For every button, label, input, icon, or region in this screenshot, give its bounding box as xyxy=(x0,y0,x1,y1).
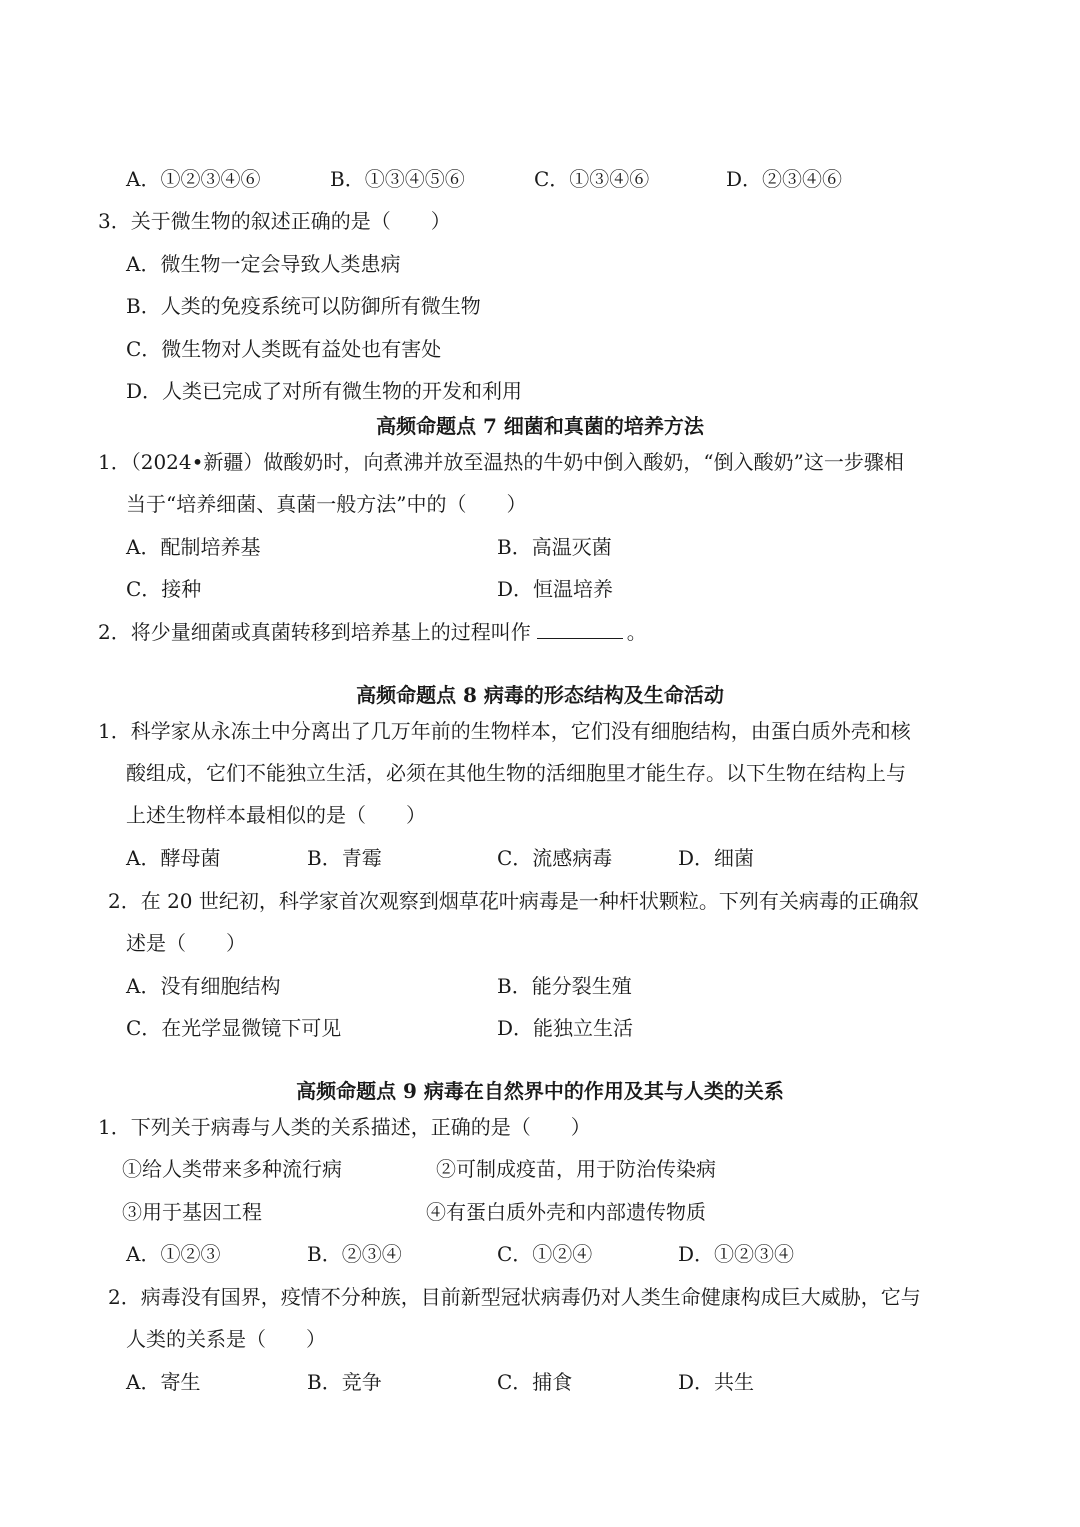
question-stem: 2．将少量细菌或真菌转移到培养基上的过程叫作 xyxy=(98,620,531,644)
option-c: C．捕食 xyxy=(497,1370,573,1394)
question-stem: 2．在 20 世纪初，科学家首次观察到烟草花叶病毒是一种杆状颗粒。下列有关病毒的正确叙 xyxy=(108,889,919,913)
option-c: C．①③④⑥ xyxy=(534,167,650,191)
section-heading: 高频命题点 8 病毒的形态结构及生命活动 xyxy=(356,683,724,707)
question-stem-continued: 人类的关系是（ ） xyxy=(126,1327,326,1351)
answer-blank[interactable] xyxy=(537,618,623,639)
option-a: A．①②③④⑥ xyxy=(126,167,261,191)
statement-4: ④有蛋白质外壳和内部遗传物质 xyxy=(426,1200,706,1224)
question-stem-continued: 述是（ ） xyxy=(126,931,246,955)
question-stem: 2．病毒没有国界，疫情不分种族，目前新型冠状病毒仍对人类生命健康构成巨大威胁，它与 xyxy=(108,1285,921,1309)
option-a: A．①②③ xyxy=(126,1242,221,1266)
question-stem-continued: 酸组成，它们不能独立生活，必须在其他生物的活细胞里才能生存。以下生物在结构上与 xyxy=(126,761,906,785)
question-stem: 1．下列关于病毒与人类的关系描述，正确的是（ ） xyxy=(98,1115,591,1139)
option-d: D．共生 xyxy=(678,1370,755,1394)
section-heading: 高频命题点 7 细菌和真菌的培养方法 xyxy=(376,414,704,438)
question-stem: 3．关于微生物的叙述正确的是（ ） xyxy=(98,209,451,233)
option-a: A．酵母菌 xyxy=(126,846,221,870)
option-b: B．能分裂生殖 xyxy=(497,974,632,998)
question-stem: 1．（2024•新疆）做酸奶时，向煮沸并放至温热的牛奶中倒入酸奶，“倒入酸奶”这一步骤相 xyxy=(98,450,904,474)
option-d: D．能独立生活 xyxy=(497,1016,634,1040)
section-heading: 高频命题点 9 病毒在自然界中的作用及其与人类的关系 xyxy=(296,1079,784,1103)
option-d: D．②③④⑥ xyxy=(726,167,843,191)
option-b: B．竞争 xyxy=(307,1370,382,1394)
option-a: A．寄生 xyxy=(126,1370,201,1394)
option-d: D．①②③④ xyxy=(678,1242,795,1266)
option-b: B．人类的免疫系统可以防御所有微生物 xyxy=(126,294,481,318)
option-d: D．人类已完成了对所有微生物的开发和利用 xyxy=(126,379,523,403)
statement-2: ②可制成疫苗，用于防治传染病 xyxy=(436,1157,716,1181)
question-stem-continued: 当于“培养细菌、真菌一般方法”中的（ ） xyxy=(126,492,527,516)
option-d: D．恒温培养 xyxy=(497,577,614,601)
option-c: C．流感病毒 xyxy=(497,846,613,870)
question-stem-continued: 上述生物样本最相似的是（ ） xyxy=(126,803,426,827)
option-a: A．配制培养基 xyxy=(126,535,261,559)
option-c: C．在光学显微镜下可见 xyxy=(126,1016,342,1040)
option-d: D．细菌 xyxy=(678,846,755,870)
option-b: B．高温灭菌 xyxy=(497,535,612,559)
option-a: A．微生物一定会导致人类患病 xyxy=(126,252,401,276)
option-a: A．没有细胞结构 xyxy=(126,974,281,998)
statement-1: ①给人类带来多种流行病 xyxy=(122,1157,342,1181)
statement-3: ③用于基因工程 xyxy=(122,1200,262,1224)
fill-in-question xyxy=(98,618,647,646)
option-b: B．青霉 xyxy=(307,846,382,870)
question-end: 。 xyxy=(626,620,647,644)
option-c: C．①②④ xyxy=(497,1242,593,1266)
question-stem: 1．科学家从永冻土中分离出了几万年前的生物样本，它们没有细胞结构，由蛋白质外壳和核 xyxy=(98,719,911,743)
option-b: B．②③④ xyxy=(307,1242,402,1266)
option-c: C．接种 xyxy=(126,577,202,601)
option-b: B．①③④⑤⑥ xyxy=(330,167,465,191)
option-c: C．微生物对人类既有益处也有害处 xyxy=(126,337,442,361)
